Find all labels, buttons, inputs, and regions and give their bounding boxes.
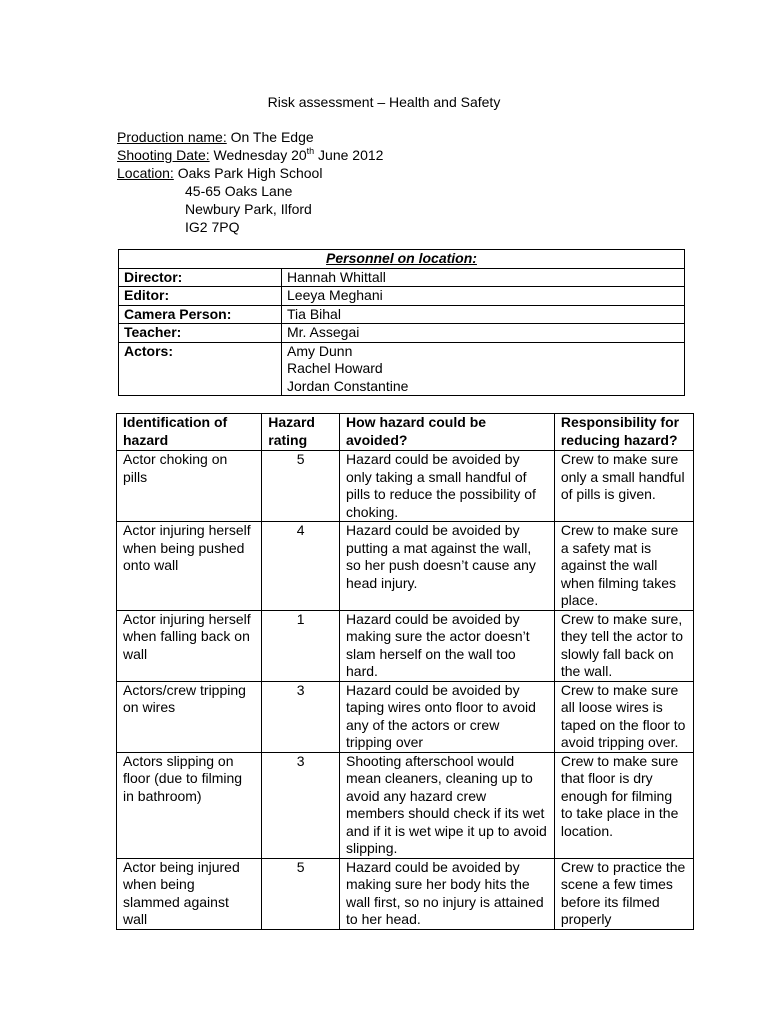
hazard-cell: Actors/crew tripping on wires xyxy=(117,681,262,752)
document-title: Risk assessment – Health and Safety xyxy=(267,94,501,110)
rating-cell: 3 xyxy=(262,681,340,752)
hazard-row xyxy=(117,451,694,522)
person-name: Jordan Constantine xyxy=(287,377,409,394)
hazard-row xyxy=(117,752,694,858)
shooting-date-line xyxy=(117,147,677,165)
hazard-cell: Actor injuring herself when falling back on wall xyxy=(117,610,262,681)
personnel-names xyxy=(282,342,685,396)
hazard-cell: Actor injuring herself when being pushed onto wall xyxy=(117,522,262,611)
personnel-names xyxy=(282,305,685,324)
personnel-role: Editor: xyxy=(119,287,282,306)
rating-cell: 4 xyxy=(262,522,340,611)
person-name: Mr. Assegai xyxy=(287,324,360,340)
location-value: Oaks Park High School xyxy=(173,165,323,181)
personnel-caption: Personnel on location: xyxy=(119,250,685,269)
hazard-row xyxy=(117,522,694,611)
rating-cell: 3 xyxy=(262,752,340,858)
hazard-cell: Actor choking on pills xyxy=(117,451,262,522)
person-name: Rachel Howard xyxy=(287,360,383,376)
personnel-role: Teacher: xyxy=(119,324,282,343)
production-name-value: On The Edge xyxy=(226,129,314,145)
avoidance-cell: Shooting afterschool would mean cleaners, cleaning up to avoid any hazard crew members should check if its wet and if it is wet wipe it up to avoid slipping. xyxy=(340,752,555,858)
address-line: 45-65 Oaks Lane xyxy=(185,183,293,199)
personnel-caption-row xyxy=(119,250,685,269)
personnel-table xyxy=(118,249,685,396)
rating-cell: 5 xyxy=(262,451,340,522)
avoidance-cell: Hazard could be avoided by putting a mat against the wall, so her push doesn’t cause any head injury. xyxy=(340,522,555,611)
location-label: Location: xyxy=(117,165,174,181)
production-details xyxy=(117,129,677,237)
responsibility-cell: Crew to make sure that floor is dry enough for filming to take place in the location. xyxy=(554,752,693,858)
personnel-role: Camera Person: xyxy=(119,305,282,324)
avoidance-cell: Hazard could be avoided by making sure the actor doesn’t slam herself on the wall too hard. xyxy=(340,610,555,681)
column-header-hazard: Identification of hazard xyxy=(117,414,262,451)
responsibility-cell: Crew to make sure only a small handful of pills is given. xyxy=(554,451,693,522)
shooting-date-label: Shooting Date: xyxy=(117,147,210,163)
personnel-row xyxy=(119,342,685,396)
hazard-cell: Actors slipping on floor (due to filming in bathroom) xyxy=(117,752,262,858)
avoidance-cell: Hazard could be avoided by taping wires onto floor to avoid any of the actors or crew tripping over xyxy=(340,681,555,752)
personnel-row xyxy=(119,324,685,343)
address-line: Newbury Park, Ilford xyxy=(185,201,312,217)
avoidance-cell: Hazard could be avoided by making sure her body hits the wall first, so no injury is attained to her head. xyxy=(340,858,555,929)
hazard-cell: Actor being injured when being slammed against wall xyxy=(117,858,262,929)
person-name: Tia Bihal xyxy=(287,305,341,322)
personnel-names xyxy=(282,324,685,343)
column-header-avoidance: How hazard could be avoided? xyxy=(340,414,555,451)
column-header-responsibility: Responsibility for reducing hazard? xyxy=(554,414,693,451)
column-header-rating: Hazard rating xyxy=(262,414,340,451)
location-line xyxy=(117,165,677,183)
address-line: IG2 7PQ xyxy=(185,219,240,235)
avoidance-cell: Hazard could be avoided by only taking a small handful of pills to reduce the possibility of choking. xyxy=(340,451,555,522)
responsibility-cell: Crew to make sure all loose wires is taped on the floor to avoid tripping over. xyxy=(554,681,693,752)
responsibility-cell: Crew to practice the scene a few times before its filmed properly xyxy=(554,858,693,929)
shooting-date-ordinal: th xyxy=(306,146,315,156)
personnel-names xyxy=(282,287,685,306)
personnel-role: Actors: xyxy=(119,342,282,396)
shooting-date-month-year: June 2012 xyxy=(314,147,384,163)
production-name-label: Production name: xyxy=(117,129,227,145)
shooting-date-value: Wednesday 20 xyxy=(209,147,307,163)
personnel-role: Director: xyxy=(119,268,282,287)
rating-cell: 1 xyxy=(262,610,340,681)
person-name: Hannah Whittall xyxy=(287,268,386,285)
production-name-line xyxy=(117,129,677,147)
hazard-row xyxy=(117,858,694,929)
personnel-names xyxy=(282,268,685,287)
personnel-row xyxy=(119,268,685,287)
rating-cell: 5 xyxy=(262,858,340,929)
hazard-row xyxy=(117,610,694,681)
responsibility-cell: Crew to make sure a safety mat is against the wall when filming takes place. xyxy=(554,522,693,611)
personnel-row xyxy=(119,287,685,306)
person-name: Amy Dunn xyxy=(287,342,353,359)
person-name: Leeya Meghani xyxy=(287,287,383,303)
personnel-row xyxy=(119,305,685,324)
hazard-table xyxy=(116,413,694,930)
hazard-row xyxy=(117,681,694,752)
hazard-header-row xyxy=(117,414,694,451)
responsibility-cell: Crew to make sure, they tell the actor to slowly fall back on the wall. xyxy=(554,610,693,681)
